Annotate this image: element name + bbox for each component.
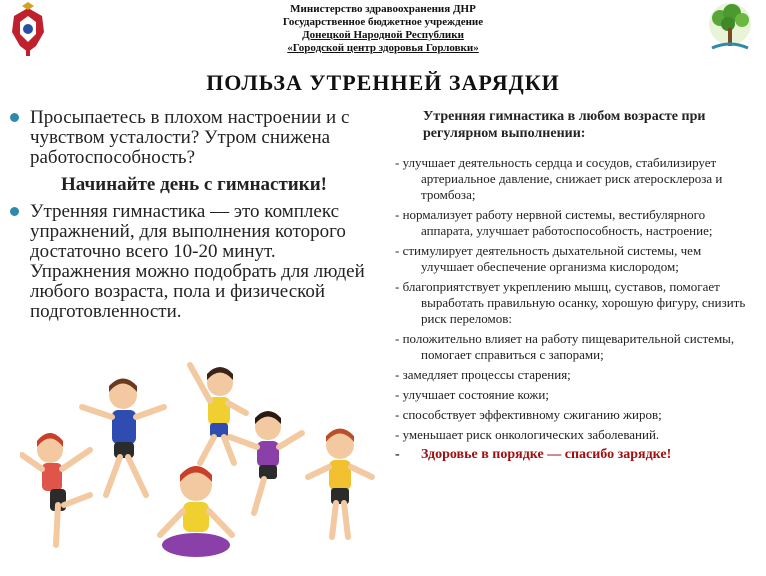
list-item: - нормализует работу нервной системы, вестибулярного аппарата, улучшает работоспособность, настроение; xyxy=(395,207,713,238)
list-item: - положительно влияет на работу пищеварительной системы, помогает справиться с запорами; xyxy=(395,331,735,362)
list-item: - замедляет процессы старения; xyxy=(395,367,571,382)
child-figure xyxy=(82,379,164,496)
slogan-dash: - xyxy=(395,447,400,462)
child-figure xyxy=(230,411,302,513)
list-item xyxy=(8,108,380,168)
bullet-text: Просыпаетесь в плохом настроении и с чувством усталости? Утром снижена работоспособность? xyxy=(30,107,350,168)
child-figure xyxy=(160,466,232,557)
bullet-text: Утренняя гимнастика — это комплекс упражнений, для выполнения которого достаточно всего 10-20 минут. Упражнения можно подобрать для людей любого возраста, пола и физической подготовленности. xyxy=(30,201,365,322)
header-line: Министерство здравоохранения ДНР xyxy=(290,3,476,15)
child-figure xyxy=(190,365,246,463)
bullet-icon xyxy=(10,207,19,216)
child-figure xyxy=(308,429,372,538)
benefits-heading: Утренняя гимнастика в любом возрасте при регулярном выполнении: xyxy=(423,109,706,141)
header xyxy=(60,3,706,55)
list-item: - стимулирует деятельность дыхательной системы, чем улучшает обеспечение организма кислородом; xyxy=(395,243,702,274)
header-line: Донецкой Народной Республики xyxy=(302,29,464,41)
list-item: - способствует эффективному сжиганию жиров; xyxy=(395,407,662,422)
page-title: ПОЛЬЗА УТРЕННЕЙ ЗАРЯДКИ xyxy=(206,70,560,95)
children-exercising-illustration xyxy=(20,355,380,570)
dnr-emblem-icon xyxy=(6,2,50,58)
header-line: Государственное бюджетное учреждение xyxy=(282,16,484,28)
bullet-icon xyxy=(10,113,19,122)
closing-slogan xyxy=(395,447,755,463)
list-item: - улучшает состояние кожи; xyxy=(395,387,549,402)
call-to-action: Начинайте день с гимнастики! xyxy=(61,174,327,195)
tree-logo-icon xyxy=(702,2,758,54)
slogan-text: Здоровье в порядке — спасибо зарядке! xyxy=(421,447,672,462)
right-column xyxy=(395,108,755,463)
left-column xyxy=(8,108,380,322)
list-item: - улучшает деятельность сердца и сосудов, стабилизирует артериальное давление, снижает риск атеросклероза и тромбоза; xyxy=(395,155,723,202)
list-item: - благоприятствует укреплению мышц, суставов, помогает выработать правильную осанку, хорошую фигуру, снизить риск переломов: xyxy=(395,279,746,326)
list-item: - уменьшает риск онкологических заболеваний. xyxy=(395,427,660,442)
header-line: «Городской центр здоровья Горловки» xyxy=(287,42,479,54)
child-figure xyxy=(22,433,90,545)
list-item xyxy=(8,202,380,322)
